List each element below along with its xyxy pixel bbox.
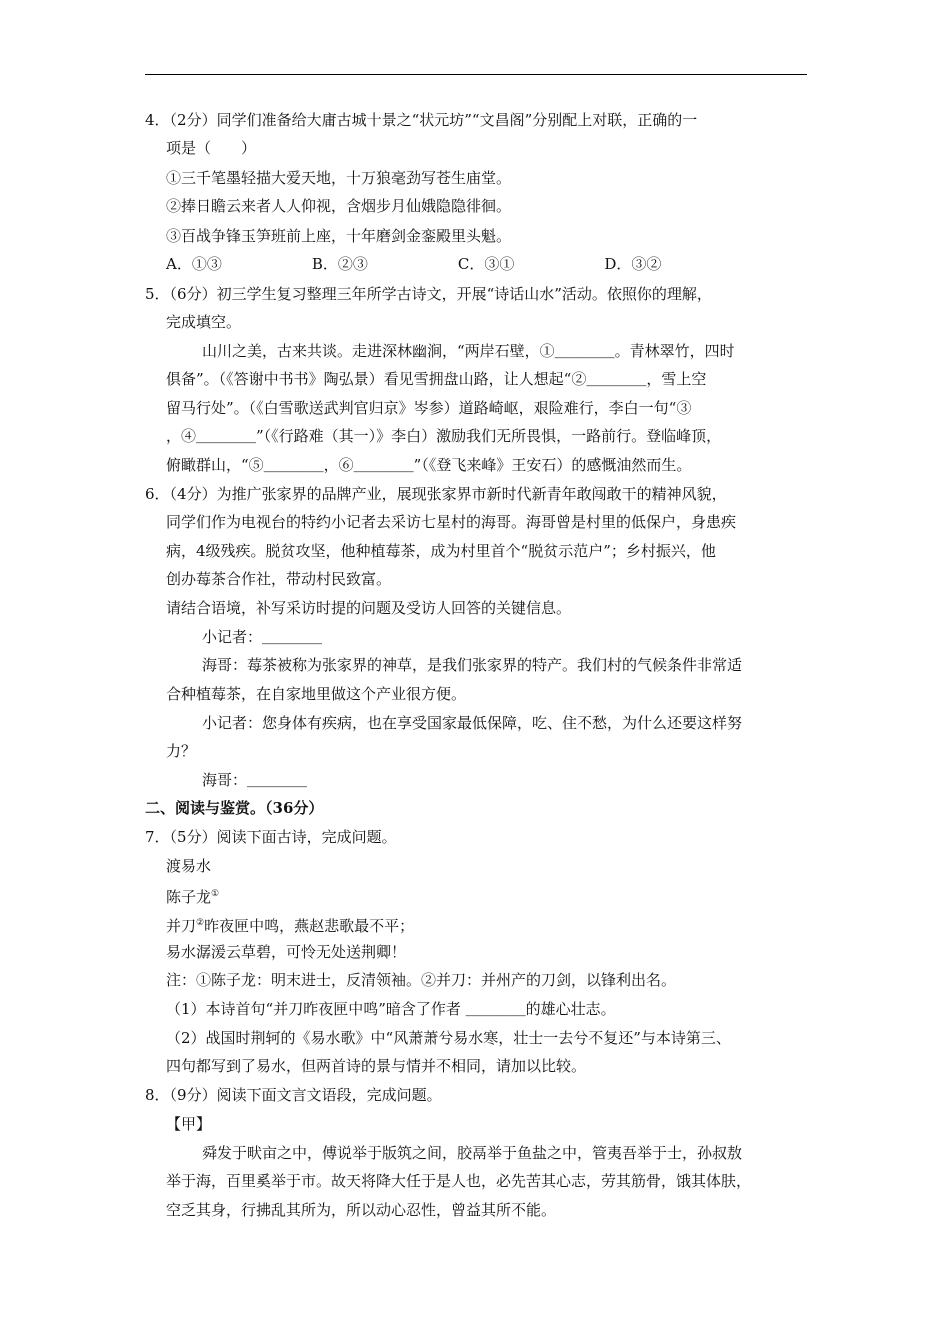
text-line: 8．（9分）阅读下面文言文语段，完成问题。 — [145, 1086, 442, 1104]
text-line: 同学们作为电视台的特约小记者去采访七星村的海哥。海哥曾是村里的低保户，身患疾 — [166, 513, 737, 531]
text-line: 留马行处”。（《白雪歌送武判官归京》岑参）道路崎岖，艰险难行，李白一句“③ — [166, 399, 692, 417]
text-line: （2）战国时荆轲的《易水歌》中“风萧萧兮易水寒，壮士一去兮不复还”与本诗第三、 — [166, 1029, 731, 1047]
text-line: 病，4级残疾。脱贫攻坚，他种植莓茶，成为村里首个“脱贫示范户”；乡村振兴，他 — [166, 542, 716, 560]
text-line: 5．（6分）初三学生复习整理三年所学古诗文，开展“诗话山水”活动。依照你的理解， — [145, 285, 712, 303]
text-line: A．①③ B．②③ C．③① D．③② — [166, 255, 662, 273]
text-line: 注：①陈子龙：明末进士，反清领袖。②并刀：并州产的刀剑，以锋利出名。 — [166, 971, 677, 989]
text-line: 山川之美，古来共谈。走进深林幽涧，“两岸石壁，①＿＿＿＿。青林翠竹，四时 — [202, 342, 735, 360]
text-line: ③百战争锋玉笋班前上座，十年磨剑金銮殿里头魁。 — [166, 227, 512, 245]
text-line: 小记者：＿＿＿＿ — [202, 628, 323, 646]
text-line: ，④＿＿＿＿”（《行路难（其一）》李白）激励我们无所畏惧，一路前行。登临峰顶， — [166, 427, 722, 445]
text-line: 渡易水 — [166, 857, 212, 875]
text-line: 6．（4分）为推广张家界的品牌产业，展现张家界市新时代新青年敢闯敢干的精神风貌， — [145, 485, 727, 503]
text-line: 并刀②昨夜匣中鸣，燕赵悲歌最不平； — [166, 917, 415, 935]
text-line: 项是（ ） — [166, 139, 257, 157]
text-line: 7．（5分）阅读下面古诗，完成问题。 — [145, 828, 397, 846]
text-line: 力？ — [166, 742, 197, 760]
text-line: （1）本诗首句“并刀昨夜匣中鸣”暗含了作者 ＿＿＿＿的雄心壮志。 — [166, 1000, 616, 1018]
text-line: 举于海，百里奚举于市。故天将降大任于是人也，必先苦其心志，劳其筋骨，饿其体肤， — [166, 1172, 752, 1190]
text-line: 海哥：莓茶被称为张家界的神草，是我们张家界的特产。我们村的气候条件非常适 — [202, 656, 743, 674]
text-line: 四句都写到了易水，但两首诗的景与情并不相同，请加以比较。 — [166, 1057, 587, 1075]
text-line: 海哥：＿＿＿＿ — [202, 771, 308, 789]
text-line: 舜发于畎亩之中，傅说举于版筑之间，胶鬲举于鱼盐之中，管夷吾举于士，孙叔敖 — [202, 1144, 743, 1162]
text-line: ②捧日瞻云来者人人仰视，含烟步月仙娥隐隐徘徊。 — [166, 197, 512, 215]
text-line: ①三千笔墨轻描大爱天地，十万狼毫劲写苍生庙堂。 — [166, 169, 512, 187]
text-line: 俱备”。（《答谢中书书》陶弘景）看见雪拥盘山路，让人想起“②＿＿＿＿，雪上空 — [166, 370, 707, 388]
text-line: 【甲】 — [166, 1115, 212, 1133]
text-line: 请结合语境，补写采访时提的问题及受访人回答的关键信息。 — [166, 599, 572, 617]
text-line: 合种植莓茶，在自家地里做这个产业很方便。 — [166, 685, 467, 703]
text-line: 俯瞰群山，“⑤＿＿＿＿，⑥＿＿＿＿”（《登飞来峰》王安石）的感慨油然而生。 — [166, 456, 692, 474]
header-rule — [145, 74, 807, 75]
text-line: 创办莓茶合作社，带动村民致富。 — [166, 570, 392, 588]
text-line: 小记者：您身体有疾病，也在享受国家最低保障，吃、住不愁，为什么还要这样努 — [202, 714, 743, 732]
text-line: 4．（2分）同学们准备给大庸古城十景之“状元坊”“文昌阁”分别配上对联，正确的一 — [145, 111, 698, 129]
text-line: 二、阅读与鉴赏。（36分） — [145, 799, 324, 817]
text-line: 陈子龙① — [166, 888, 220, 906]
text-line: 空乏其身，行拂乱其所为，所以动心忍性，曾益其所不能。 — [166, 1201, 557, 1219]
text-line: 易水潺湲云草碧，可怜无处送荆卿！ — [166, 943, 407, 961]
text-line: 完成填空。 — [166, 313, 242, 331]
